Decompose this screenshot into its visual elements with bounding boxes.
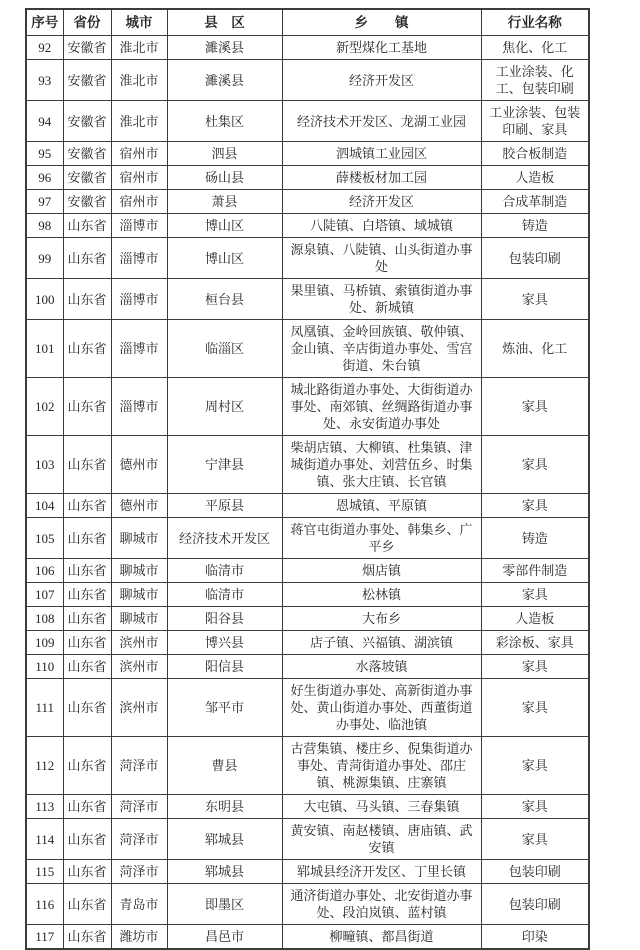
cell-industry: 炼油、化工 (481, 320, 589, 378)
cell-county: 砀山县 (167, 166, 282, 190)
cell-industry: 彩涂板、家具 (481, 631, 589, 655)
column-header-city: 城市 (111, 9, 167, 36)
table-row (26, 238, 589, 279)
cell-province: 安徽省 (63, 142, 111, 166)
cell-no: 110 (26, 655, 63, 679)
cell-province: 山东省 (63, 795, 111, 819)
cell-industry: 胶合板制造 (481, 142, 589, 166)
cell-township: 松林镇 (282, 583, 481, 607)
cell-county: 萧县 (167, 190, 282, 214)
table-row (26, 494, 589, 518)
cell-township: 黄安镇、南赵楼镇、唐庙镇、武安镇 (282, 819, 481, 860)
cell-no: 108 (26, 607, 63, 631)
cell-no: 101 (26, 320, 63, 378)
cell-city: 菏泽市 (111, 737, 167, 795)
table-row (26, 166, 589, 190)
cell-city: 德州市 (111, 494, 167, 518)
cell-province: 山东省 (63, 925, 111, 950)
cell-county: 濉溪县 (167, 36, 282, 60)
cell-industry: 零部件制造 (481, 559, 589, 583)
cell-city: 淄博市 (111, 214, 167, 238)
table-row (26, 559, 589, 583)
table-body (26, 36, 589, 950)
cell-province: 安徽省 (63, 190, 111, 214)
cell-industry: 家具 (481, 279, 589, 320)
cell-no: 111 (26, 679, 63, 737)
table-row (26, 378, 589, 436)
cell-county: 东明县 (167, 795, 282, 819)
cell-province: 山东省 (63, 378, 111, 436)
cell-industry: 家具 (481, 378, 589, 436)
cell-city: 青岛市 (111, 884, 167, 925)
cell-county: 昌邑市 (167, 925, 282, 950)
cell-township: 经济技术开发区、龙湖工业园 (282, 101, 481, 142)
cell-county: 杜集区 (167, 101, 282, 142)
cell-city: 淮北市 (111, 36, 167, 60)
table-header (26, 9, 589, 36)
cell-industry: 人造板 (481, 607, 589, 631)
column-header-township: 乡 镇 (282, 9, 481, 36)
cell-township: 蒋官屯街道办事处、韩集乡、广平乡 (282, 518, 481, 559)
cell-no: 95 (26, 142, 63, 166)
cell-county: 博山区 (167, 238, 282, 279)
cell-industry: 家具 (481, 795, 589, 819)
cell-county: 邹平市 (167, 679, 282, 737)
cell-city: 聊城市 (111, 559, 167, 583)
cell-no: 116 (26, 884, 63, 925)
cell-county: 濉溪县 (167, 60, 282, 101)
cell-township: 凤凰镇、金岭回族镇、敬仲镇、金山镇、辛店街道办事处、雪宫街道、朱台镇 (282, 320, 481, 378)
cell-township: 好生街道办事处、高新街道办事处、黄山街道办事处、西董街道办事处、临池镇 (282, 679, 481, 737)
cell-county: 临清市 (167, 559, 282, 583)
cell-no: 96 (26, 166, 63, 190)
cell-province: 山东省 (63, 238, 111, 279)
cell-province: 山东省 (63, 320, 111, 378)
cell-province: 山东省 (63, 607, 111, 631)
cell-county: 曹县 (167, 737, 282, 795)
column-header-county: 县 区 (167, 9, 282, 36)
cell-province: 山东省 (63, 679, 111, 737)
cell-county: 平原县 (167, 494, 282, 518)
cell-county: 临清市 (167, 583, 282, 607)
cell-industry: 家具 (481, 737, 589, 795)
cell-industry: 焦化、化工 (481, 36, 589, 60)
cell-city: 菏泽市 (111, 795, 167, 819)
cell-no: 92 (26, 36, 63, 60)
cell-township: 经济开发区 (282, 60, 481, 101)
cell-no: 93 (26, 60, 63, 101)
table-row (26, 101, 589, 142)
cell-industry: 家具 (481, 583, 589, 607)
cell-township: 柴胡店镇、大柳镇、杜集镇、津城街道办事处、刘营伍乡、时集镇、张大庄镇、长官镇 (282, 436, 481, 494)
cell-no: 104 (26, 494, 63, 518)
cell-county: 阳谷县 (167, 607, 282, 631)
cell-province: 山东省 (63, 279, 111, 320)
cell-city: 潍坊市 (111, 925, 167, 950)
cell-no: 100 (26, 279, 63, 320)
cell-province: 山东省 (63, 737, 111, 795)
cell-county: 即墨区 (167, 884, 282, 925)
table-row (26, 655, 589, 679)
cell-province: 安徽省 (63, 101, 111, 142)
cell-city: 菏泽市 (111, 819, 167, 860)
industry-cluster-table (25, 8, 590, 950)
cell-industry: 家具 (481, 436, 589, 494)
table-row (26, 925, 589, 950)
cell-industry: 印染 (481, 925, 589, 950)
cell-no: 97 (26, 190, 63, 214)
cell-township: 水落坡镇 (282, 655, 481, 679)
cell-county: 临淄区 (167, 320, 282, 378)
cell-city: 淄博市 (111, 378, 167, 436)
table-row (26, 884, 589, 925)
cell-industry: 工业涂装、包装印刷、家具 (481, 101, 589, 142)
cell-city: 滨州市 (111, 655, 167, 679)
cell-industry: 铸造 (481, 214, 589, 238)
cell-county: 泗县 (167, 142, 282, 166)
cell-industry: 家具 (481, 655, 589, 679)
cell-township: 柳疃镇、都昌街道 (282, 925, 481, 950)
cell-township: 大屯镇、马头镇、三春集镇 (282, 795, 481, 819)
cell-no: 103 (26, 436, 63, 494)
cell-city: 淄博市 (111, 238, 167, 279)
cell-province: 安徽省 (63, 166, 111, 190)
cell-no: 102 (26, 378, 63, 436)
table-row (26, 607, 589, 631)
cell-township: 八陡镇、白塔镇、域城镇 (282, 214, 481, 238)
cell-province: 山东省 (63, 819, 111, 860)
table-row (26, 320, 589, 378)
cell-no: 99 (26, 238, 63, 279)
table-row (26, 436, 589, 494)
cell-city: 聊城市 (111, 583, 167, 607)
table-row (26, 737, 589, 795)
cell-township: 源泉镇、八陡镇、山头街道办事处 (282, 238, 481, 279)
cell-no: 114 (26, 819, 63, 860)
table-row (26, 795, 589, 819)
cell-county: 博兴县 (167, 631, 282, 655)
cell-industry: 包装印刷 (481, 860, 589, 884)
cell-township: 大布乡 (282, 607, 481, 631)
cell-county: 桓台县 (167, 279, 282, 320)
cell-no: 112 (26, 737, 63, 795)
cell-industry: 铸造 (481, 518, 589, 559)
cell-no: 106 (26, 559, 63, 583)
cell-county: 经济技术开发区 (167, 518, 282, 559)
cell-city: 宿州市 (111, 142, 167, 166)
cell-township: 郓城县经济开发区、丁里长镇 (282, 860, 481, 884)
cell-province: 山东省 (63, 494, 111, 518)
cell-no: 105 (26, 518, 63, 559)
cell-township: 泗城镇工业园区 (282, 142, 481, 166)
cell-city: 宿州市 (111, 190, 167, 214)
cell-county: 宁津县 (167, 436, 282, 494)
table-row (26, 142, 589, 166)
cell-no: 107 (26, 583, 63, 607)
cell-city: 淄博市 (111, 279, 167, 320)
cell-township: 店子镇、兴福镇、湖滨镇 (282, 631, 481, 655)
table-row (26, 631, 589, 655)
cell-county: 阳信县 (167, 655, 282, 679)
table-row (26, 279, 589, 320)
table-row (26, 819, 589, 860)
column-header-province: 省份 (63, 9, 111, 36)
cell-city: 滨州市 (111, 679, 167, 737)
cell-province: 山东省 (63, 559, 111, 583)
cell-township: 古营集镇、楼庄乡、倪集街道办事处、青菏街道办事处、邵庄镇、桃源集镇、庄寨镇 (282, 737, 481, 795)
cell-township: 果里镇、马桥镇、索镇街道办事处、新城镇 (282, 279, 481, 320)
cell-industry: 家具 (481, 819, 589, 860)
cell-industry: 人造板 (481, 166, 589, 190)
cell-no: 98 (26, 214, 63, 238)
cell-township: 薛楼板材加工园 (282, 166, 481, 190)
cell-province: 山东省 (63, 583, 111, 607)
cell-province: 安徽省 (63, 60, 111, 101)
cell-county: 郓城县 (167, 819, 282, 860)
cell-industry: 家具 (481, 494, 589, 518)
cell-industry: 合成革制造 (481, 190, 589, 214)
cell-province: 山东省 (63, 631, 111, 655)
cell-province: 安徽省 (63, 36, 111, 60)
table-row (26, 679, 589, 737)
cell-industry: 工业涂装、化工、包装印刷 (481, 60, 589, 101)
cell-city: 淮北市 (111, 60, 167, 101)
table-row (26, 214, 589, 238)
cell-industry: 包装印刷 (481, 884, 589, 925)
cell-no: 94 (26, 101, 63, 142)
cell-province: 山东省 (63, 884, 111, 925)
table-row (26, 60, 589, 101)
cell-township: 城北路街道办事处、大街街道办事处、南郊镇、丝绸路街道办事处、永安街道办事处 (282, 378, 481, 436)
cell-no: 109 (26, 631, 63, 655)
cell-no: 115 (26, 860, 63, 884)
column-header-no: 序号 (26, 9, 63, 36)
table-row (26, 36, 589, 60)
cell-province: 山东省 (63, 655, 111, 679)
cell-township: 经济开发区 (282, 190, 481, 214)
table-row (26, 860, 589, 884)
table-header-row (26, 9, 589, 36)
cell-province: 山东省 (63, 860, 111, 884)
cell-city: 淄博市 (111, 320, 167, 378)
cell-county: 博山区 (167, 214, 282, 238)
cell-industry: 家具 (481, 679, 589, 737)
cell-city: 德州市 (111, 436, 167, 494)
cell-township: 烟店镇 (282, 559, 481, 583)
cell-township: 新型煤化工基地 (282, 36, 481, 60)
cell-township: 通济街道办事处、北安街道办事处、段泊岚镇、蓝村镇 (282, 884, 481, 925)
cell-province: 山东省 (63, 518, 111, 559)
table-row (26, 583, 589, 607)
cell-province: 山东省 (63, 214, 111, 238)
cell-industry: 包装印刷 (481, 238, 589, 279)
cell-city: 滨州市 (111, 631, 167, 655)
cell-no: 113 (26, 795, 63, 819)
table-row (26, 190, 589, 214)
cell-county: 郓城县 (167, 860, 282, 884)
table-row (26, 518, 589, 559)
cell-city: 聊城市 (111, 518, 167, 559)
column-header-industry: 行业名称 (481, 9, 589, 36)
cell-province: 山东省 (63, 436, 111, 494)
cell-city: 淮北市 (111, 101, 167, 142)
cell-city: 聊城市 (111, 607, 167, 631)
cell-county: 周村区 (167, 378, 282, 436)
cell-township: 恩城镇、平原镇 (282, 494, 481, 518)
cell-city: 菏泽市 (111, 860, 167, 884)
cell-city: 宿州市 (111, 166, 167, 190)
cell-no: 117 (26, 925, 63, 950)
